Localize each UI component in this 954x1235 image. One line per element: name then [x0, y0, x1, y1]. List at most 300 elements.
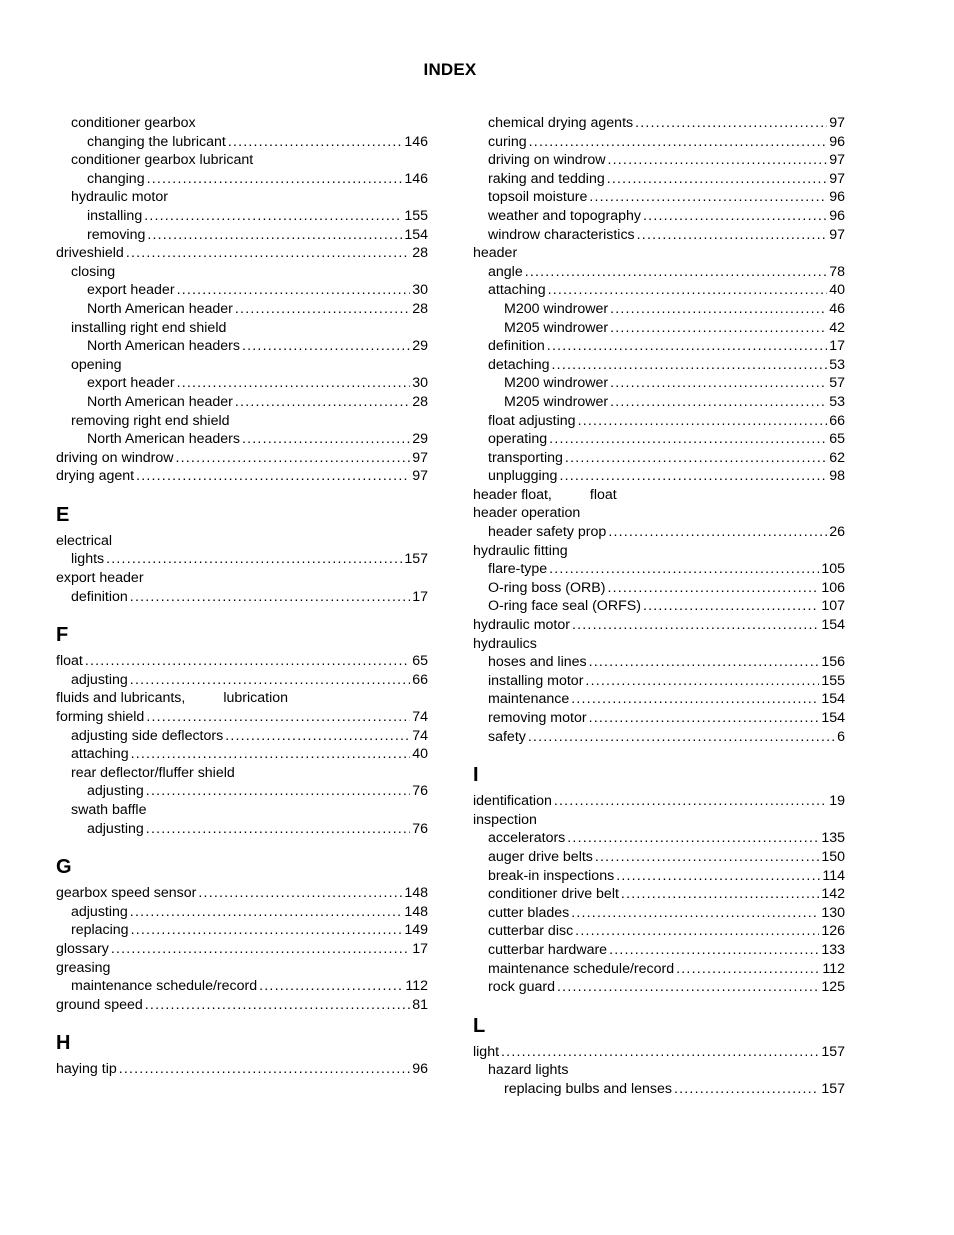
- index-entry: [56, 996, 428, 1015]
- index-entry: [473, 960, 845, 979]
- index-entry: [56, 300, 428, 319]
- index-entry-label: lights: [71, 551, 105, 568]
- index-entry-page: 46: [829, 300, 845, 317]
- index-entry-page: 114: [822, 867, 845, 884]
- index-entry: [56, 940, 428, 959]
- index-entry-label: drying agent: [56, 468, 135, 485]
- index-column-right: [473, 114, 845, 1099]
- dot-leader: [147, 226, 402, 245]
- index-entry-label: conditioner gearbox lubricant: [71, 152, 254, 169]
- index-entry: [56, 263, 428, 282]
- dot-leader: [525, 263, 828, 282]
- dot-leader: [548, 281, 828, 300]
- index-entry-label: break-in inspections: [488, 867, 615, 884]
- dot-leader: [136, 467, 410, 486]
- dot-leader: [578, 412, 828, 431]
- index-entry-label: driveshield: [56, 245, 124, 262]
- index-entry-page: 142: [821, 886, 845, 903]
- index-entry-label: accelerators: [488, 830, 566, 847]
- index-entry-page: 76: [412, 783, 428, 800]
- index-entry-label: adjusting side deflectors: [71, 727, 224, 744]
- index-entry: [56, 921, 428, 940]
- index-entry: [56, 820, 428, 839]
- dot-leader: [235, 393, 410, 412]
- index-entry: [473, 635, 845, 654]
- dot-leader: [674, 1080, 819, 1099]
- dot-leader: [85, 652, 410, 671]
- index-entry-label: float adjusting: [488, 412, 576, 429]
- index-entry-label: cutterbar disc: [488, 923, 574, 940]
- dot-leader: [643, 597, 819, 616]
- index-entry: [56, 588, 428, 607]
- index-entry-page: 17: [412, 588, 428, 605]
- index-entry: [56, 745, 428, 764]
- dot-leader: [635, 114, 827, 133]
- dot-leader: [552, 356, 828, 375]
- index-entry-page: 66: [829, 412, 845, 429]
- page-title: INDEX: [423, 60, 477, 79]
- index-entry-page: 97: [829, 226, 845, 243]
- index-entry: [473, 867, 845, 886]
- index-entry: [56, 133, 428, 152]
- index-entry-label: conditioner gearbox: [71, 115, 196, 131]
- index-entry-label: hydraulic fitting: [473, 542, 568, 559]
- index-entry: [56, 393, 428, 412]
- index-entry: [473, 709, 845, 728]
- index-entry: [56, 207, 428, 226]
- index-entry-page: 30: [412, 282, 428, 299]
- dot-leader: [565, 449, 827, 468]
- dot-leader: [609, 941, 819, 960]
- index-entry-label: installing motor: [488, 672, 584, 689]
- index-entry: [473, 374, 845, 393]
- index-entry-page: 65: [829, 431, 845, 448]
- index-entry: [56, 764, 428, 783]
- index-entry-label: rear deflector/fluffer shield: [71, 764, 235, 781]
- index-entry-label: definition: [488, 338, 545, 355]
- index-entry: [473, 616, 845, 635]
- index-entry-label: O-ring boss (ORB): [488, 579, 606, 596]
- index-entry: [473, 300, 845, 319]
- index-entry-label: operating: [488, 431, 548, 448]
- dot-leader: [242, 337, 410, 356]
- index-entry-page: 40: [829, 282, 845, 299]
- index-entry-label: North American headers: [87, 338, 240, 355]
- dot-leader: [575, 922, 819, 941]
- index-entry-page: 74: [412, 727, 428, 744]
- index-entry-label: North American headers: [87, 431, 240, 448]
- index-entry-page: 96: [412, 1061, 428, 1078]
- index-entry-label: angle: [488, 263, 523, 280]
- index-entry-label: O-ring face seal (ORFS): [488, 598, 641, 615]
- dot-leader: [616, 867, 820, 886]
- index-entry-page: 29: [412, 431, 428, 448]
- index-entry-page: 26: [829, 524, 845, 541]
- index-entry: [473, 486, 845, 505]
- index-entry: [473, 542, 845, 561]
- index-entry-page: 130: [821, 904, 845, 921]
- index-entry-label: adjusting: [71, 671, 128, 688]
- index-entry: [473, 133, 845, 152]
- index-entry-page: 154: [821, 710, 845, 726]
- index-entry-page: 66: [412, 671, 428, 688]
- index-entry-label: weather and topography: [488, 207, 642, 224]
- index-entry-page: 157: [821, 1080, 845, 1097]
- index-cross-reference: float: [589, 486, 617, 503]
- index-entry-label: maintenance schedule/record: [488, 960, 675, 977]
- index-entry-label: header float,: [473, 486, 552, 503]
- index-entry-page: 146: [404, 170, 428, 187]
- index-entry-label: replacing: [71, 922, 129, 939]
- dot-leader: [610, 393, 827, 412]
- dot-leader: [557, 978, 819, 997]
- index-entry: [473, 922, 845, 941]
- dot-leader: [242, 430, 410, 449]
- index-entry-label: safety: [488, 728, 526, 745]
- dot-leader: [608, 523, 827, 542]
- index-entry: [473, 393, 845, 412]
- index-entry-label: conditioner drive belt: [488, 886, 619, 903]
- index-entry-label: M205 windrower: [504, 319, 609, 336]
- index-entry-page: 112: [822, 960, 845, 977]
- index-entry-label: changing the lubricant: [87, 133, 226, 150]
- index-entry-label: installing right end shield: [71, 319, 227, 336]
- index-entry: [473, 885, 845, 904]
- index-entry: [473, 811, 845, 830]
- index-entry-label: attaching: [71, 746, 129, 763]
- section-letter: I: [473, 764, 479, 787]
- index-entry-label: cutterbar hardware: [488, 941, 608, 958]
- dot-leader: [589, 188, 827, 207]
- index-entry: [473, 337, 845, 356]
- index-entry-page: 146: [404, 133, 428, 150]
- dot-leader: [126, 244, 410, 263]
- index-entry-label: flare-type: [488, 561, 548, 578]
- dot-leader: [571, 904, 819, 923]
- dot-leader: [177, 281, 411, 300]
- index-entry-label: gearbox speed sensor: [56, 885, 197, 902]
- index-entry: [473, 412, 845, 431]
- index-entry: [473, 941, 845, 960]
- dot-leader: [146, 820, 410, 839]
- index-entry-label: light: [473, 1043, 500, 1060]
- section-letter: G: [56, 856, 72, 879]
- dot-leader: [225, 727, 410, 746]
- index-entry-label: adjusting: [87, 783, 144, 800]
- index-entry: [473, 263, 845, 282]
- index-entry-label: swath baffle: [71, 802, 147, 818]
- dot-leader: [131, 921, 403, 940]
- index-entry-page: 96: [829, 133, 845, 150]
- dot-leader: [131, 745, 411, 764]
- dot-leader: [119, 1060, 410, 1079]
- index-entry-label: topsoil moisture: [488, 189, 588, 206]
- dot-leader: [146, 708, 410, 727]
- index-entry: [56, 569, 428, 588]
- section-letter: E: [56, 503, 70, 526]
- dot-leader: [111, 940, 410, 959]
- dot-leader: [549, 430, 827, 449]
- index-entry: [473, 449, 845, 468]
- index-entry: [56, 226, 428, 245]
- index-entry: [473, 829, 845, 848]
- index-entry: [56, 337, 428, 356]
- index-entry: [473, 207, 845, 226]
- index-entry-label: unplugging: [488, 468, 558, 485]
- index-entry-page: 154: [821, 691, 845, 708]
- index-entry-label: ground speed: [56, 996, 143, 1013]
- dot-leader: [621, 885, 819, 904]
- index-entry: [473, 281, 845, 300]
- index-entry-label: adjusting: [71, 903, 128, 920]
- index-entry: [56, 151, 428, 170]
- index-entry-page: 157: [821, 1043, 845, 1060]
- index-entry: [56, 449, 428, 468]
- index-entry-label: forming shield: [56, 709, 145, 726]
- dot-leader: [529, 133, 828, 152]
- index-entry-page: 28: [412, 300, 428, 317]
- dot-leader: [549, 560, 819, 579]
- index-entry: [473, 978, 845, 997]
- dot-leader: [554, 792, 827, 811]
- index-entry-page: 155: [821, 672, 845, 689]
- index-entry-page: 133: [821, 941, 845, 958]
- index-entry-label: transporting: [488, 449, 563, 466]
- index-entry-page: 148: [404, 885, 428, 902]
- section-letter: F: [56, 624, 69, 647]
- index-entry-page: 96: [829, 189, 845, 206]
- index-entry-label: replacing bulbs and lenses: [504, 1080, 672, 1097]
- index-entry: [473, 430, 845, 449]
- dot-leader: [595, 848, 819, 867]
- index-entry-label: M200 windrower: [504, 300, 609, 317]
- index-entry-label: glossary: [56, 940, 109, 957]
- dot-leader: [585, 672, 819, 691]
- index-entry-label: curing: [488, 133, 527, 150]
- index-entry-label: rock guard: [488, 979, 556, 996]
- index-entry: [56, 319, 428, 338]
- index-entry-label: North American header: [87, 393, 233, 410]
- index-entry-label: hydraulic motor: [473, 617, 570, 634]
- index-entry-page: 78: [829, 263, 845, 280]
- dot-leader: [130, 588, 410, 607]
- index-entry-label: hazard lights: [488, 1062, 569, 1079]
- index-entry: [56, 356, 428, 375]
- index-entry-label: installing: [87, 207, 143, 224]
- index-entry: [473, 579, 845, 598]
- index-entry-page: 28: [412, 393, 428, 410]
- index-entry-page: 62: [829, 449, 845, 466]
- index-entry-label: opening: [71, 356, 122, 373]
- index-entry-label: auger drive belts: [488, 848, 593, 865]
- index-entry: [473, 672, 845, 691]
- index-entry-label: inspection: [473, 811, 537, 828]
- index-entry-page: 97: [829, 152, 845, 169]
- index-entry-page: 154: [821, 617, 845, 634]
- index-entry-page: 96: [829, 207, 845, 224]
- index-entry-page: 53: [829, 393, 845, 410]
- index-entry-label: removing: [87, 226, 146, 243]
- index-entry-label: greasing: [56, 959, 111, 976]
- dot-leader: [147, 170, 403, 189]
- index-entry: [473, 690, 845, 709]
- index-entry-page: 112: [405, 978, 428, 995]
- dot-leader: [607, 579, 819, 598]
- index-entry-page: 97: [829, 170, 845, 187]
- index-entry: [473, 1080, 845, 1099]
- index-entry: [56, 1060, 428, 1079]
- index-entry: [56, 689, 428, 708]
- dot-leader: [176, 449, 411, 468]
- dot-leader: [235, 300, 410, 319]
- index-entry-page: 150: [821, 848, 845, 865]
- index-entry: [56, 374, 428, 393]
- dot-leader: [177, 374, 411, 393]
- dot-leader: [567, 829, 819, 848]
- index-entry: [473, 792, 845, 811]
- index-entry-page: 105: [821, 561, 845, 578]
- index-entry-label: export header: [56, 570, 144, 587]
- index-entry-page: 148: [404, 903, 428, 920]
- dot-leader: [637, 226, 828, 245]
- index-entry-label: chemical drying agents: [488, 115, 634, 131]
- index-entry-label: hoses and lines: [488, 654, 587, 671]
- index-entry-page: 154: [404, 226, 428, 243]
- index-entry: [56, 782, 428, 801]
- index-entry-page: 97: [412, 449, 428, 466]
- dot-leader: [571, 690, 819, 709]
- index-entry: [473, 114, 845, 133]
- index-entry-page: 126: [821, 923, 845, 940]
- index-entry-label: haying tip: [56, 1061, 117, 1078]
- dot-leader: [610, 374, 827, 393]
- dot-leader: [198, 884, 402, 903]
- index-entry-page: 40: [412, 746, 428, 763]
- index-entry: [56, 467, 428, 486]
- index-entry-label: electrical: [56, 532, 112, 549]
- index-entry: [56, 671, 428, 690]
- index-entry: [56, 727, 428, 746]
- index-entry: [56, 959, 428, 978]
- index-entry: [56, 430, 428, 449]
- index-entry: [473, 226, 845, 245]
- index-entry-page: 156: [821, 654, 845, 671]
- index-entry: [56, 801, 428, 820]
- dot-leader: [547, 337, 827, 356]
- index-entry-page: 76: [412, 820, 428, 837]
- index-cross-reference: lubrication: [223, 690, 289, 707]
- dot-leader: [528, 728, 835, 747]
- dot-leader: [130, 671, 410, 690]
- index-entry: [473, 1061, 845, 1080]
- index-entry: [473, 848, 845, 867]
- index-entry-label: header operation: [473, 505, 581, 522]
- index-entry: [56, 281, 428, 300]
- dot-leader: [610, 319, 827, 338]
- index-entry-label: definition: [71, 588, 128, 605]
- index-entry: [56, 652, 428, 671]
- index-entry: [473, 653, 845, 672]
- index-entry-page: 6: [837, 728, 845, 745]
- index-entry-label: maintenance: [488, 691, 570, 708]
- dot-leader: [589, 653, 820, 672]
- index-entry-label: M205 windrower: [504, 393, 609, 410]
- index-entry-label: adjusting: [87, 820, 144, 837]
- index-entry-page: 97: [829, 115, 845, 131]
- index-entry-page: 29: [412, 338, 428, 355]
- index-entry: [473, 467, 845, 486]
- index-entry-label: export header: [87, 282, 175, 299]
- index-entry-label: North American header: [87, 300, 233, 317]
- dot-leader: [130, 903, 403, 922]
- index-entry: [56, 114, 428, 133]
- index-entry-page: 149: [404, 922, 428, 939]
- index-entry-label: removing right end shield: [71, 412, 230, 429]
- index-entry-page: 135: [821, 830, 845, 847]
- index-entry-page: 42: [829, 319, 845, 336]
- index-entry: [56, 188, 428, 207]
- index-entry: [473, 151, 845, 170]
- index-entry-page: 107: [821, 598, 845, 615]
- index-entry-page: 19: [829, 793, 845, 810]
- dot-leader: [145, 996, 410, 1015]
- dot-leader: [501, 1043, 819, 1062]
- index-entry-label: driving on windrow: [488, 152, 606, 169]
- index-entry-page: 98: [829, 468, 845, 485]
- dot-leader: [676, 960, 820, 979]
- index-entry-label: detaching: [488, 356, 550, 373]
- dot-leader: [643, 207, 827, 226]
- index-entry-label: cutter blades: [488, 904, 570, 921]
- dot-leader: [559, 467, 827, 486]
- index-entry: [56, 903, 428, 922]
- index-entry-label: hydraulics: [473, 635, 537, 652]
- index-entry: [56, 170, 428, 189]
- index-entry: [56, 550, 428, 569]
- section-letter: L: [473, 1014, 486, 1037]
- index-entry: [473, 244, 845, 263]
- index-entry-label: closing: [71, 263, 116, 280]
- index-entry: [56, 412, 428, 431]
- index-entry-label: identification: [473, 793, 552, 810]
- index-entry: [56, 532, 428, 551]
- index-entry-page: 157: [404, 551, 428, 568]
- index-entry-page: 74: [412, 709, 428, 726]
- index-entry-label: removing motor: [488, 710, 587, 726]
- index-entry-label: raking and tedding: [488, 170, 605, 187]
- index-entry: [473, 504, 845, 523]
- dot-leader: [106, 550, 402, 569]
- index-entry-label: M200 windrower: [504, 375, 609, 392]
- index-entry-label: changing: [87, 170, 145, 187]
- dot-leader: [589, 709, 820, 728]
- index-entry-page: 97: [412, 468, 428, 485]
- index-entry-label: header safety prop: [488, 524, 607, 541]
- index-entry-label: windrow characteristics: [488, 226, 635, 243]
- index-entry: [56, 708, 428, 727]
- index-entry: [473, 523, 845, 542]
- index-entry-label: attaching: [488, 282, 546, 299]
- index-entry-page: 57: [829, 375, 845, 392]
- index-entry: [473, 728, 845, 747]
- dot-leader: [607, 170, 827, 189]
- index-entry-page: 17: [412, 940, 428, 957]
- index-entry: [473, 356, 845, 375]
- index-entry-page: 155: [404, 207, 428, 224]
- index-entry: [56, 244, 428, 263]
- index-column-left: [56, 114, 428, 1079]
- index-entry-page: 106: [821, 579, 845, 596]
